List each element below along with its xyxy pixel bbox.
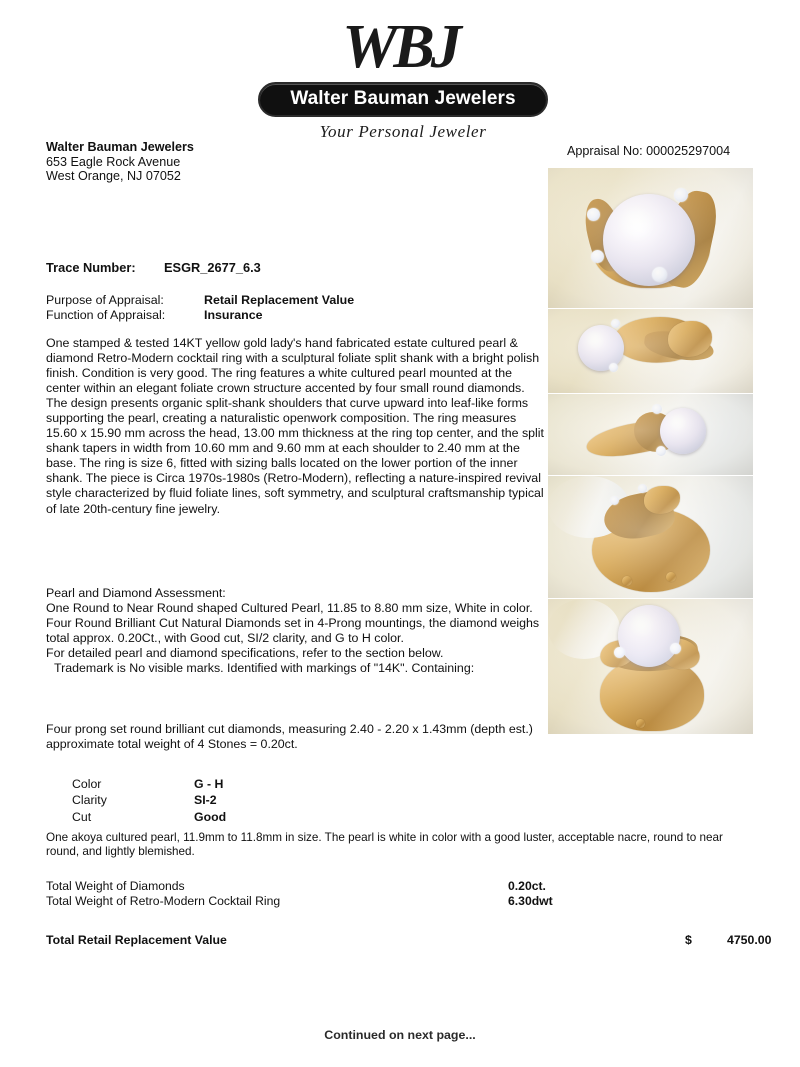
total-ring-weight-value: 6.30dwt bbox=[508, 894, 553, 909]
ring-photo-side-profile bbox=[548, 394, 753, 475]
pearl-diamond-assessment bbox=[46, 586, 556, 675]
photo-vignette bbox=[548, 309, 753, 393]
trace-number-label: Trace Number: bbox=[46, 260, 136, 275]
assessment-trademark-line: Trademark is No visible marks. Identified with markings of "14K". Containing: bbox=[54, 660, 475, 675]
function-label: Function of Appraisal: bbox=[46, 307, 166, 322]
assessment-heading: Pearl and Diamond Assessment: bbox=[46, 586, 226, 600]
ring-photo-strip bbox=[548, 168, 753, 734]
total-ring-weight-row bbox=[46, 894, 756, 909]
function-row bbox=[46, 308, 354, 323]
total-diamond-weight-row bbox=[46, 879, 756, 894]
company-logo bbox=[258, 13, 548, 142]
logo-nameplate: Walter Bauman Jewelers bbox=[258, 82, 548, 117]
store-city-state-zip: West Orange, NJ 07052 bbox=[46, 169, 181, 184]
ring-photo-shank-view bbox=[548, 476, 753, 598]
item-description-paragraph: One stamped & tested 14KT yellow gold lady's hand fabricated estate cultured pearl & diamond Retro-Modern cocktail ring with a sculptural foliate split shank with a bright polish finish. Condition is very good. The ring features a white cultured pearl mounted at the center within an elegant foliate crown structure accented by four small round diamonds. The design presents organic split-shank shoulders that curve upward into leaf-like forms supporting the pearl, creating a naturalistic openwork composition. The ring measures 15.60 x 15.90 mm across the head, 13.00 mm thickness at the ring top center, and the split shank tapers in width from 10.60 mm and 9.60 mm at each shoulder to 2.40 mm at the base. The ring is size 6, fitted with sizing balls located on the lower portion of the inner shank. The piece is Circa 1970s-1980s (Retro-Modern), reflecting a nature-inspired revival style characterized by fluid foliate lines, soft symmetry, and sculptural craftsmanship typical of late 20th-century fine jewelry. bbox=[46, 336, 544, 516]
continued-footer: Continued on next page... bbox=[324, 1028, 476, 1042]
store-address: 653 Eagle Rock Avenue bbox=[46, 154, 181, 169]
table-row bbox=[72, 776, 226, 792]
logo-monogram: WBJ bbox=[342, 13, 458, 81]
grand-total-row bbox=[46, 933, 772, 947]
ring-photo-upright-view bbox=[548, 599, 753, 734]
totals-block bbox=[46, 879, 756, 909]
spec-key-cut: Cut bbox=[72, 809, 92, 824]
grand-total-value: 4750.00 bbox=[727, 933, 772, 947]
table-row bbox=[72, 809, 226, 825]
trace-number-row bbox=[46, 260, 261, 275]
purpose-row bbox=[46, 293, 354, 308]
total-diamond-weight-label: Total Weight of Diamonds bbox=[46, 879, 185, 893]
spec-value-color: G - H bbox=[194, 777, 224, 791]
photo-vignette bbox=[548, 168, 753, 308]
trace-number-value: ESGR_2677_6.3 bbox=[164, 260, 261, 275]
logo-tagline: Your Personal Jeweler bbox=[319, 122, 487, 141]
appraisal-number: Appraisal No: 000025297004 bbox=[567, 144, 731, 158]
spec-value-cut: Good bbox=[194, 809, 227, 824]
ring-photo-top-view bbox=[548, 168, 753, 308]
grand-total-label: Total Retail Replacement Value bbox=[46, 933, 227, 947]
purpose-label: Purpose of Appraisal: bbox=[46, 293, 164, 307]
assessment-diamond-line: Four Round Brilliant Cut Natural Diamonds set in 4-Prong mountings, the diamond weighs total approx. 0.20Ct., with Good cut, SI/2 clarity, and G to H color. bbox=[46, 615, 540, 645]
total-ring-weight-label: Total Weight of Retro-Modern Cocktail Ring bbox=[46, 894, 281, 909]
store-address-block bbox=[46, 140, 546, 184]
ring-photo-three-quarter-view bbox=[548, 309, 753, 393]
store-name: Walter Bauman Jewelers bbox=[46, 140, 194, 154]
total-diamond-weight-value: 0.20ct. bbox=[508, 879, 546, 893]
photo-vignette bbox=[548, 476, 753, 598]
spec-key-color: Color bbox=[72, 777, 102, 791]
assessment-refer-line: For detailed pearl and diamond specifications, refer to the section below. bbox=[46, 645, 444, 660]
prong-set-diamond-detail: Four prong set round brilliant cut diamonds, measuring 2.40 - 2.20 x 1.43mm (depth est.) approximate total weight of 4 Stones = 0.20ct. bbox=[46, 722, 533, 751]
pearl-description-note: One akoya cultured pearl, 11.9mm to 11.8mm in size. The pearl is white in color with a good luster, acceptable nacre, round to near round, and lightly blemished. bbox=[46, 831, 723, 859]
currency-symbol: $ bbox=[685, 933, 692, 947]
diamond-spec-table bbox=[72, 776, 226, 825]
assessment-pearl-line: One Round to Near Round shaped Cultured Pearl, 11.85 to 8.80 mm size, White in color. bbox=[46, 600, 533, 615]
purpose-function-block bbox=[46, 293, 354, 323]
table-row bbox=[72, 792, 226, 808]
photo-vignette bbox=[548, 599, 753, 734]
photo-vignette bbox=[548, 394, 753, 475]
spec-value-clarity: SI-2 bbox=[194, 793, 217, 808]
purpose-value: Retail Replacement Value bbox=[204, 293, 355, 307]
spec-key-clarity: Clarity bbox=[72, 793, 107, 808]
function-value: Insurance bbox=[204, 307, 263, 322]
